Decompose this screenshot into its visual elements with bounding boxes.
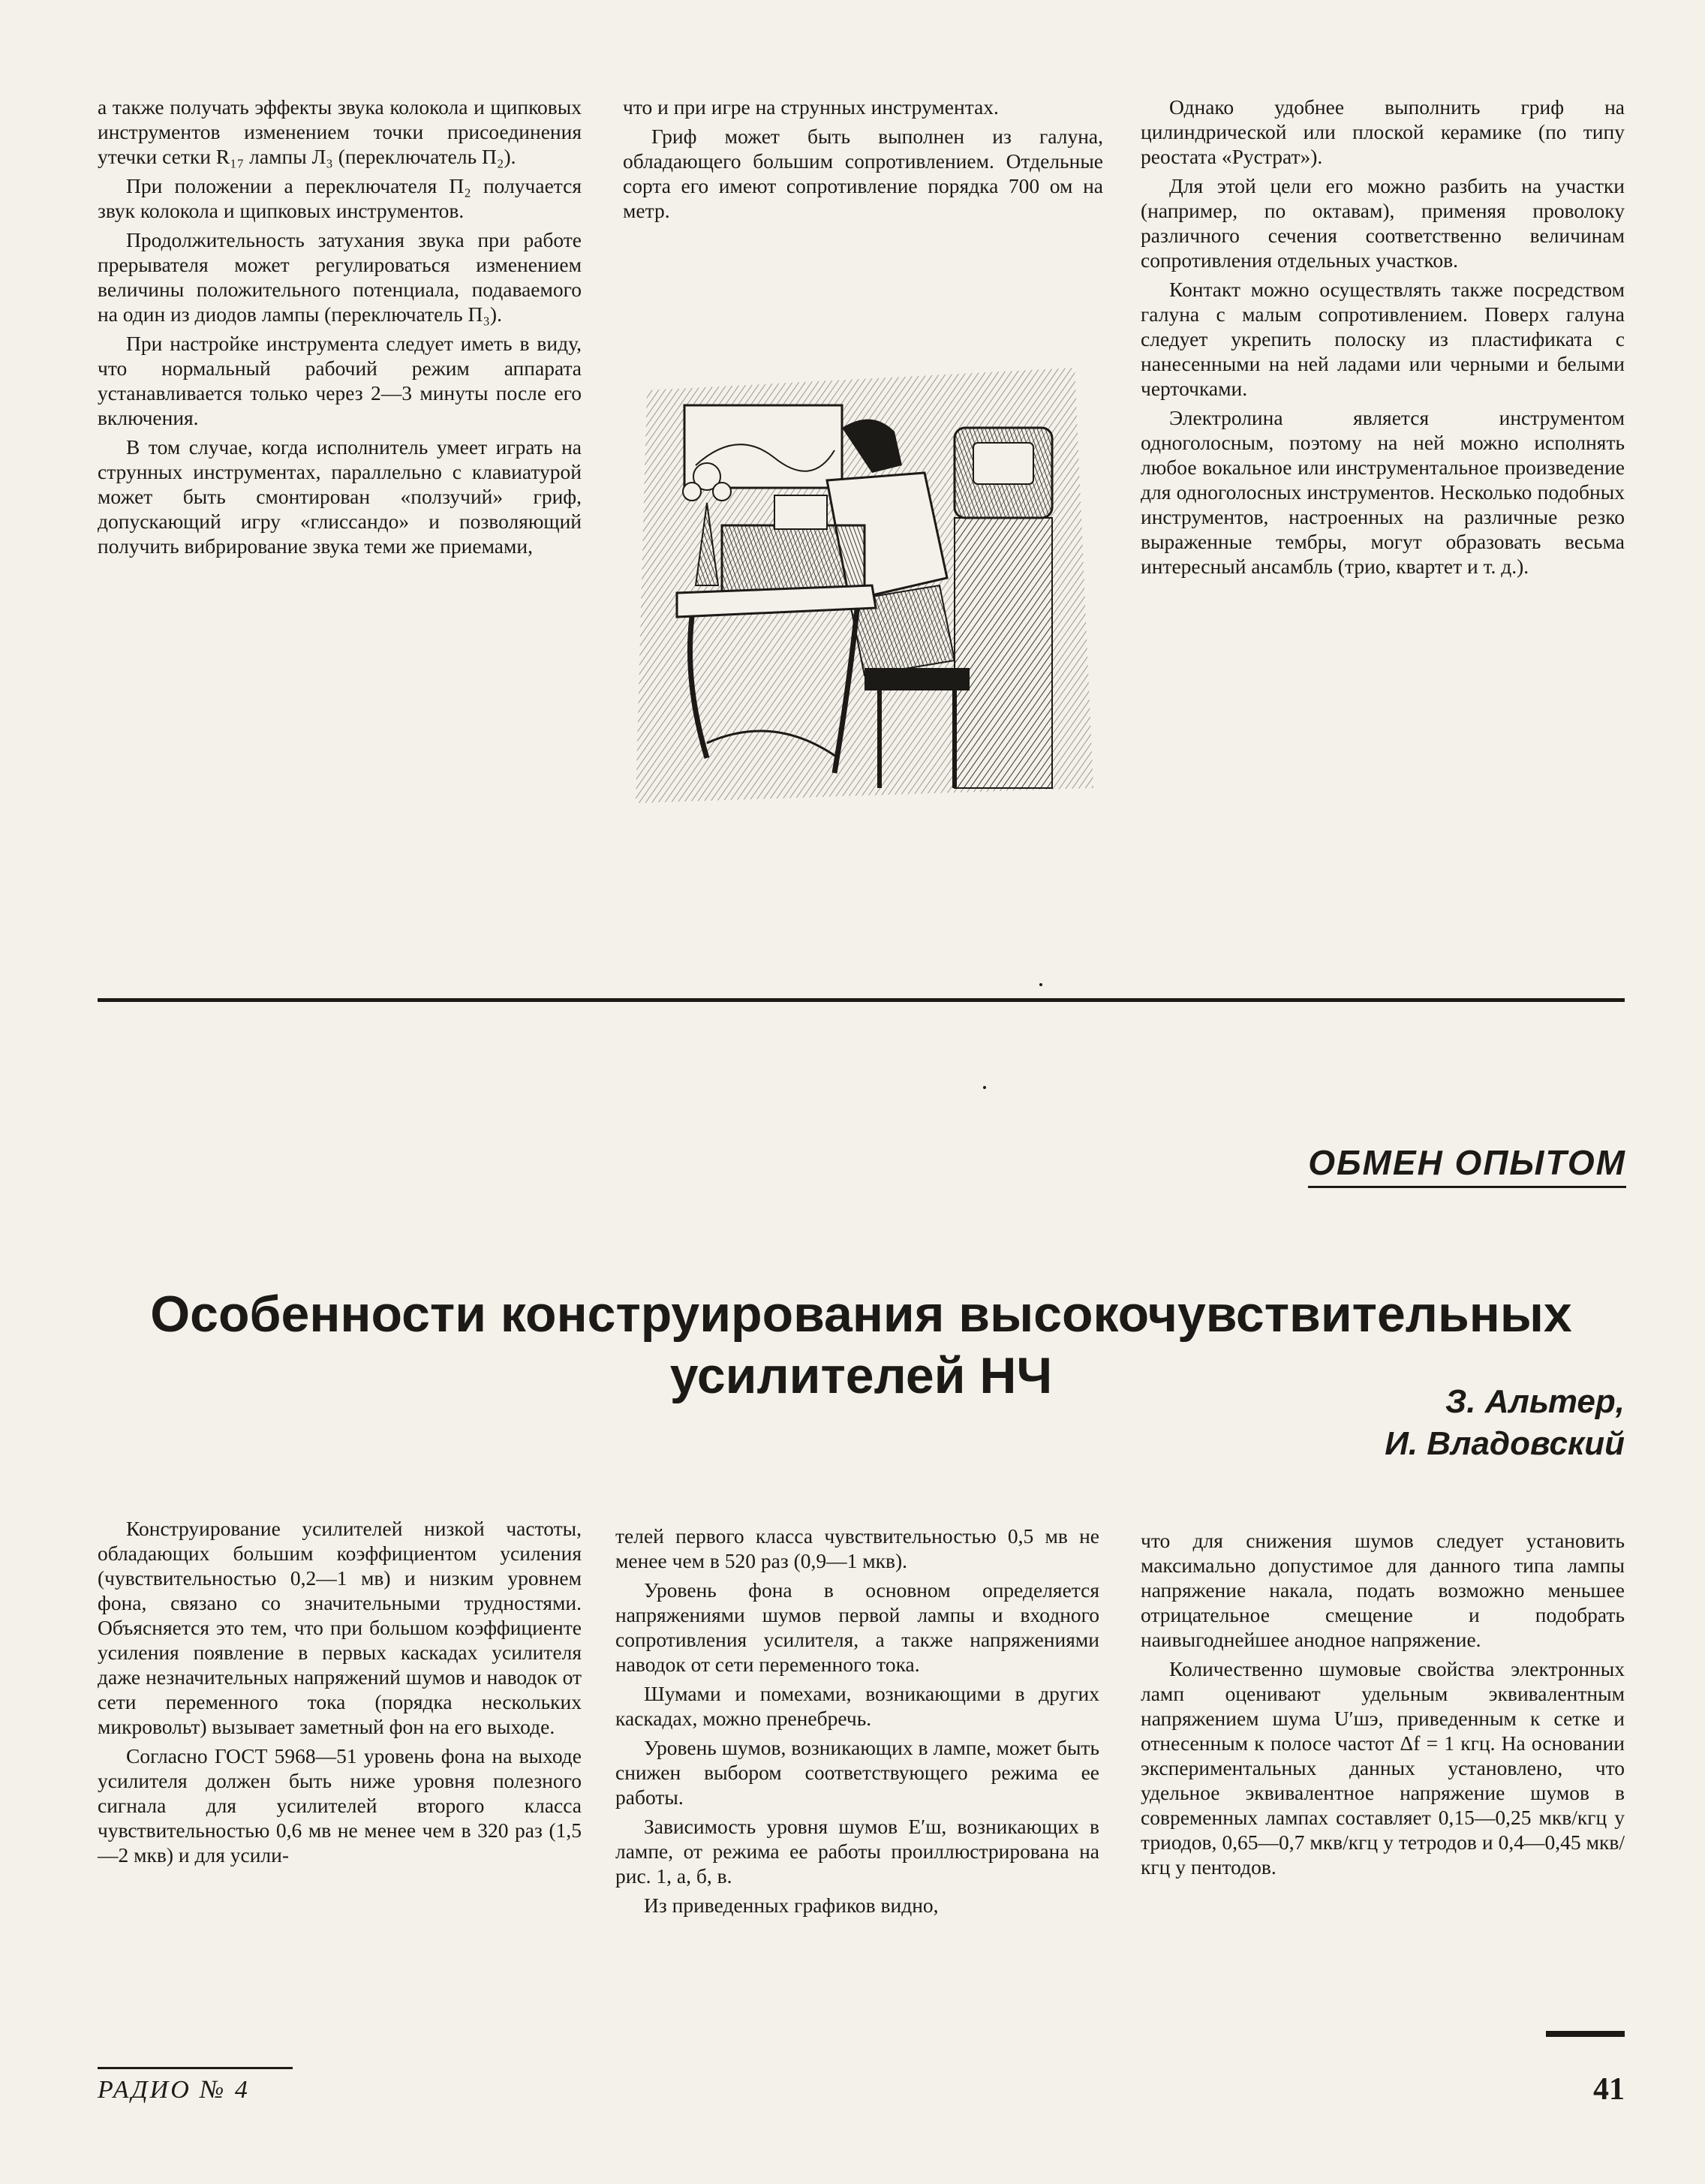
lower-column-1 <box>98 1516 582 1872</box>
paragraph: Контакт можно осуществлять также посредством галуна с малым сопротивлением. Поверх галуна следует укрепить полоску из пластификата с нанесенными на ней ладами или черными и белыми черточками. <box>1141 278 1625 400</box>
upper-column-2 <box>623 95 1103 227</box>
section-divider <box>98 998 1625 1002</box>
title-line: усилителей НЧ <box>669 1347 1053 1404</box>
paragraph: а также получать эффекты звука колокола и щипковых инструментов изменением точки присоединения утечки сетки R₁₇ лампы Л₃ (переключатель П₂). <box>98 95 582 168</box>
paragraph: Электролина является инструментом одноголосным, поэтому на ней можно исполнять любое вокальное или инструментальное произведение для одноголосных инструментов. Несколько подобных инструментов, настроенных на различные резко выраженные тембры, могут образовать весьма интересный ансамбль (трио, квартет и т. д.). <box>1141 406 1625 578</box>
author: З. Альтер, <box>1445 1383 1625 1420</box>
paragraph: Зависимость уровня шумов E′ш, возникающих в лампе, от режима ее работы проиллюстрирована на рис. 1, а, б, в. <box>615 1815 1099 1888</box>
paragraph: Уровень фона в основном определяется напряжениями шумов первой лампы и входного сопротивления усилителя, а также напряжениями наводок от сети переменного тока. <box>615 1578 1099 1676</box>
paragraph: Уровень шумов, возникающих в лампе, может быть снижен выбором соответствующего режима ее работы. <box>615 1736 1099 1809</box>
title-line: Особенности конструирования высокочувствительных <box>150 1286 1572 1343</box>
page-number: 41 <box>1593 2072 1625 2107</box>
paragraph: что и при игре на струнных инструментах. <box>623 95 999 119</box>
paragraph: Для этой цели его можно разбить на участки (например, по октавам), применяя проволоку различного сечения соответственно величинам сопротивления отдельных участков. <box>1141 174 1625 272</box>
lower-column-2 <box>615 1524 1099 1922</box>
scan-speck <box>1039 983 1042 986</box>
paragraph: При настройке инструмента следует иметь в виду, что нормальный рабочий режим аппарата устанавливается только через 2—3 минуты после его включения. <box>98 332 582 429</box>
paragraph: Шумами и помехами, возникающими в других каскадах, можно пренебречь. <box>615 1682 1099 1730</box>
paragraph: телей первого класса чувствительностью 0,5 мв не менее чем в 520 раз (0,9—1 мкв). <box>615 1524 1099 1572</box>
section-label: ОБМЕН ОПЫТОМ <box>1308 1142 1626 1188</box>
upper-column-1 <box>98 95 582 563</box>
musician-at-instrument-illustration <box>624 338 1105 818</box>
authors <box>1385 1381 1625 1465</box>
upper-column-3 <box>1141 95 1625 583</box>
paragraph: Однако удобнее выполнить гриф на цилиндрической или плоской керамике (по типу реостата «Рустрат»). <box>1141 95 1625 168</box>
paragraph: Из приведенных графиков видно, <box>644 1894 939 1917</box>
paragraph: Конструирование усилителей низкой частоты, обладающих большим коэффициентом усиления (чувствительностью 0,2—1 мв) и низким уровнем фона, связано со значительными трудностями. Объясняется это тем, что при большом коэффициенте усиления появление в первых каскадах усилителя даже незначительных напряжений шумов и наводок от сети переменного тока (порядка нескольких микровольт) вызывает заметный фон на его выходе. <box>98 1517 582 1738</box>
paragraph: Продолжительность затухания звука при работе прерывателя может регулироваться изменением величины положительного потенциала, подаваемого на один из диодов лампы (переключатель П₃). <box>98 228 582 326</box>
scan-speck <box>983 1086 986 1089</box>
paragraph: В том случае, когда исполнитель умеет играть на струнных инструментах, параллельно с клавиатурой может быть смонтирован «ползучий» гриф, допускающий игру «глиссандо» и позволяющий получить вибрирование звука теми же приемами, <box>98 435 582 558</box>
paragraph: Количественно шумовые свойства электронных ламп оценивают удельным эквивалентным напряжением шума U′шэ, приведенным к сетке и отнесенным к полосе частот Δf = 1 кгц. На основании экспериментальных данных установлено, что удельное эквивалентное напряжение шумов в современных лампах составляет 0,15—0,25 мкв/кгц у триодов, 0,65—0,7 мкв/кгц у тетродов и 0,4—0,45 мкв/кгц у пентодов. <box>1141 1657 1625 1879</box>
paragraph: Гриф может быть выполнен из галуна, обладающего большим сопротивлением. Отдельные сорта его имеют сопротивление порядка 700 ом на метр. <box>623 125 1103 222</box>
author: И. Владовский <box>1385 1425 1625 1462</box>
lower-column-3 <box>1141 1528 1625 1884</box>
paragraph: Согласно ГОСТ 5968—51 уровень фона на выходе усилителя должен быть ниже уровня полезного сигнала для усилителей второго класса чувствительностью 0,6 мв не менее чем в 320 раз (1,5—2 мкв) и для усили- <box>98 1744 582 1867</box>
page-number-rule <box>1546 2031 1625 2037</box>
paragraph: что для снижения шумов следует установить максимально допустимое для данного типа лампы напряжение накала, подать возможно меньшее отрицательное смещение и подобрать наивыгоднейшее анодное напряжение. <box>1141 1529 1625 1651</box>
footer-rule <box>98 2067 293 2069</box>
paragraph: При положении а переключателя П₂ получается звук колокола и щипковых инструментов. <box>98 174 582 222</box>
magazine-issue: РАДИО № 4 <box>98 2076 250 2104</box>
